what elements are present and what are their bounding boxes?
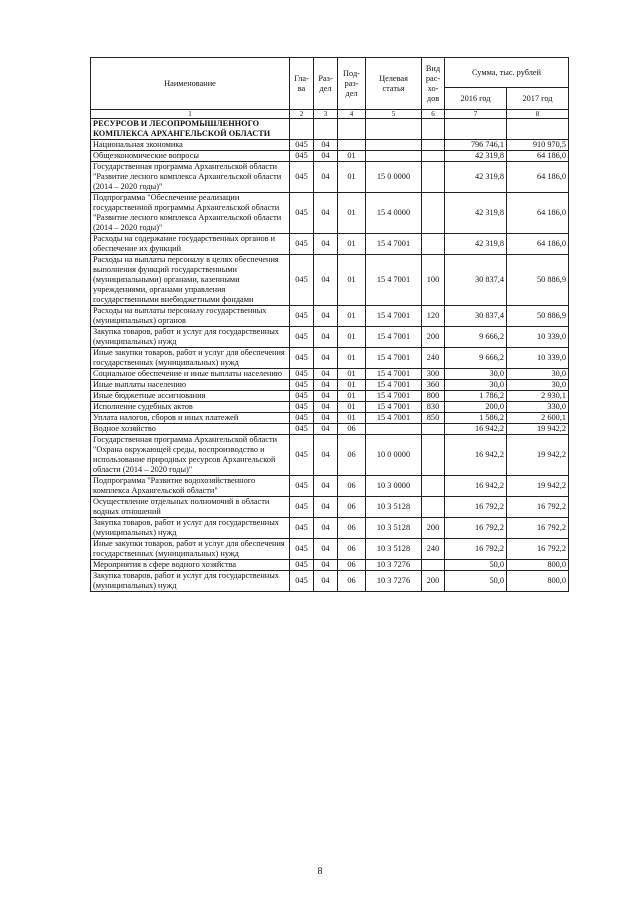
cell-2016: 42 319,8 [445, 193, 507, 234]
cell-target: 15 4 7001 [366, 391, 422, 402]
table-row [91, 234, 569, 255]
cell-vid: 830 [422, 402, 445, 413]
cell-2016: 42 319,8 [445, 162, 507, 193]
cell-glava: 045 [290, 380, 314, 391]
cell-razdel: 04 [314, 348, 338, 369]
cell-vid: 240 [422, 539, 445, 560]
cell-glava: 045 [290, 348, 314, 369]
cell-glava: 045 [290, 402, 314, 413]
table-row [91, 476, 569, 497]
header-2016: 2016 год [445, 88, 507, 110]
cell-2017 [507, 119, 569, 140]
cell-glava: 045 [290, 234, 314, 255]
cell-target: 15 0 0000 [366, 162, 422, 193]
cell-glava: 045 [290, 424, 314, 435]
header-razdel: Раз- дел [314, 58, 338, 110]
cell-podrazdel: 01 [338, 413, 366, 424]
cell-razdel: 04 [314, 518, 338, 539]
cell-2016: 200,0 [445, 402, 507, 413]
cell-2016: 9 666,2 [445, 327, 507, 348]
cell-podrazdel: 06 [338, 435, 366, 476]
cell-razdel: 04 [314, 380, 338, 391]
cell-2017: 19 942,2 [507, 424, 569, 435]
cell-vid: 850 [422, 413, 445, 424]
cell-2017: 19 942,2 [507, 476, 569, 497]
cell-podrazdel [338, 119, 366, 140]
cell-podrazdel: 01 [338, 193, 366, 234]
cell-podrazdel: 01 [338, 306, 366, 327]
cell-razdel: 04 [314, 234, 338, 255]
cell-vid: 300 [422, 369, 445, 380]
cell-glava: 045 [290, 306, 314, 327]
table-row [91, 140, 569, 151]
cell-name: Иные выплаты населению [91, 380, 290, 391]
cell-podrazdel: 01 [338, 255, 366, 306]
cell-target: 15 4 7001 [366, 255, 422, 306]
column-index: 2 [290, 110, 314, 119]
cell-razdel: 04 [314, 162, 338, 193]
cell-name: Закупка товаров, работ и услуг для государственных (муниципальных) нужд [91, 327, 290, 348]
table-row [91, 424, 569, 435]
cell-glava: 045 [290, 539, 314, 560]
cell-name: РЕСУРСОВ И ЛЕСОПРОМЫШЛЕННОГО КОМПЛЕКСА АРХАНГЕЛЬСКОЙ ОБЛАСТИ [91, 119, 290, 140]
cell-glava: 045 [290, 497, 314, 518]
cell-2016: 1 586,2 [445, 413, 507, 424]
cell-glava: 045 [290, 571, 314, 592]
cell-2016: 30,0 [445, 380, 507, 391]
cell-2016 [445, 119, 507, 140]
cell-razdel: 04 [314, 424, 338, 435]
cell-name: Иные бюджетные ассигнования [91, 391, 290, 402]
table-row [91, 391, 569, 402]
cell-glava: 045 [290, 162, 314, 193]
cell-name: Государственная программа Архангельской области "Развитие лесного комплекса Архангельской области (2014 – 2020 годы)" [91, 162, 290, 193]
column-index: 4 [338, 110, 366, 119]
cell-name: Расходы на выплаты персоналу в целях обеспечения выполнения функций государственными (муниципальными) органами, казенными учреждениями, органами управления государственными внебюджетными фондами [91, 255, 290, 306]
cell-podrazdel: 06 [338, 497, 366, 518]
cell-name: Иные закупки товаров, работ и услуг для обеспечения государственных (муниципальных) нужд [91, 348, 290, 369]
cell-razdel: 04 [314, 391, 338, 402]
cell-glava: 045 [290, 518, 314, 539]
table-row [91, 193, 569, 234]
cell-name: Уплата налогов, сборов и иных платежей [91, 413, 290, 424]
cell-2016: 16 942,2 [445, 424, 507, 435]
header-2017: 2017 год [507, 88, 569, 110]
cell-podrazdel: 01 [338, 402, 366, 413]
column-index: 5 [366, 110, 422, 119]
cell-razdel: 04 [314, 193, 338, 234]
cell-2017: 800,0 [507, 560, 569, 571]
cell-razdel: 04 [314, 255, 338, 306]
cell-target: 15 4 7001 [366, 380, 422, 391]
cell-2017: 910 970,5 [507, 140, 569, 151]
column-index: 3 [314, 110, 338, 119]
cell-2016: 1 786,2 [445, 391, 507, 402]
cell-target: 15 4 7001 [366, 306, 422, 327]
cell-podrazdel: 01 [338, 391, 366, 402]
cell-razdel: 04 [314, 539, 338, 560]
column-index: 8 [507, 110, 569, 119]
cell-2017: 10 339,0 [507, 327, 569, 348]
cell-name: Подпрограмма "Развитие водохозяйственного комплекса Архангельской области" [91, 476, 290, 497]
cell-vid [422, 162, 445, 193]
cell-2016: 16 792,2 [445, 497, 507, 518]
cell-2016: 796 746,1 [445, 140, 507, 151]
cell-target: 10 0 0000 [366, 435, 422, 476]
table-row [91, 369, 569, 380]
cell-target: 15 4 7001 [366, 413, 422, 424]
cell-target [366, 119, 422, 140]
cell-name: Исполнение судебных актов [91, 402, 290, 413]
cell-razdel: 04 [314, 369, 338, 380]
cell-name: Водное хозяйство [91, 424, 290, 435]
table-row [91, 402, 569, 413]
cell-name: Закупка товаров, работ и услуг для государственных (муниципальных) нужд [91, 518, 290, 539]
cell-vid [422, 476, 445, 497]
cell-2016: 30 837,4 [445, 255, 507, 306]
cell-podrazdel: 01 [338, 327, 366, 348]
table-row [91, 348, 569, 369]
table-header [91, 58, 569, 119]
table-row [91, 539, 569, 560]
cell-2016: 16 792,2 [445, 539, 507, 560]
cell-2016: 9 666,2 [445, 348, 507, 369]
cell-glava: 045 [290, 560, 314, 571]
cell-vid: 240 [422, 348, 445, 369]
cell-vid: 100 [422, 255, 445, 306]
cell-vid: 120 [422, 306, 445, 327]
cell-glava: 045 [290, 140, 314, 151]
cell-target: 10 3 5128 [366, 539, 422, 560]
table-row [91, 413, 569, 424]
table-row [91, 380, 569, 391]
cell-2016: 30,0 [445, 369, 507, 380]
table-row [91, 162, 569, 193]
header-name: Наименование [91, 58, 290, 110]
cell-name: Общеэкономические вопросы [91, 151, 290, 162]
cell-name: Подпрограмма "Обеспечение реализации государственной программы Архангельской области "Развитие лесного комплекса Архангельской области (2014 – 2020 годы)" [91, 193, 290, 234]
page-number: 8 [317, 866, 323, 877]
cell-target: 10 3 5128 [366, 497, 422, 518]
cell-target: 10 3 7276 [366, 571, 422, 592]
cell-2017: 19 942,2 [507, 435, 569, 476]
cell-glava: 045 [290, 193, 314, 234]
cell-podrazdel [338, 140, 366, 151]
cell-razdel: 04 [314, 560, 338, 571]
cell-vid [422, 424, 445, 435]
cell-2017: 30,0 [507, 380, 569, 391]
cell-2017: 16 792,2 [507, 497, 569, 518]
table-row [91, 560, 569, 571]
cell-2016: 50,0 [445, 560, 507, 571]
cell-vid [422, 119, 445, 140]
cell-razdel: 04 [314, 497, 338, 518]
cell-podrazdel: 06 [338, 518, 366, 539]
cell-target: 15 4 0000 [366, 193, 422, 234]
cell-razdel: 04 [314, 327, 338, 348]
cell-target [366, 151, 422, 162]
table-row [91, 327, 569, 348]
cell-name: Национальная экономика [91, 140, 290, 151]
cell-target [366, 424, 422, 435]
header-vid: Вид рас- хо- дов [422, 58, 445, 110]
column-index: 6 [422, 110, 445, 119]
cell-podrazdel: 01 [338, 151, 366, 162]
cell-2017: 64 186,0 [507, 151, 569, 162]
table-row [91, 119, 569, 140]
cell-glava: 045 [290, 151, 314, 162]
cell-name: Социальное обеспечение и иные выплаты населению [91, 369, 290, 380]
cell-glava: 045 [290, 435, 314, 476]
cell-vid: 200 [422, 571, 445, 592]
cell-podrazdel: 01 [338, 369, 366, 380]
cell-2017: 64 186,0 [507, 162, 569, 193]
column-index: 7 [445, 110, 507, 119]
cell-name: Мероприятия в сфере водного хозяйства [91, 560, 290, 571]
cell-razdel: 04 [314, 306, 338, 327]
cell-2017: 2 930,1 [507, 391, 569, 402]
cell-2017: 50 886,9 [507, 255, 569, 306]
cell-glava: 045 [290, 476, 314, 497]
cell-podrazdel: 01 [338, 348, 366, 369]
cell-glava [290, 119, 314, 140]
cell-name: Иные закупки товаров, работ и услуг для обеспечения государственных (муниципальных) нужд [91, 539, 290, 560]
cell-vid: 200 [422, 327, 445, 348]
cell-2016: 16 942,2 [445, 435, 507, 476]
cell-2016: 42 319,8 [445, 151, 507, 162]
cell-target: 10 3 7276 [366, 560, 422, 571]
cell-2016: 50,0 [445, 571, 507, 592]
cell-podrazdel: 01 [338, 234, 366, 255]
cell-razdel: 04 [314, 413, 338, 424]
cell-vid: 800 [422, 391, 445, 402]
cell-razdel: 04 [314, 151, 338, 162]
header-podrazdel: Под- раз- дел [338, 58, 366, 110]
header-glava: Гла- ва [290, 58, 314, 110]
cell-vid [422, 140, 445, 151]
table-body [91, 119, 569, 592]
cell-vid [422, 234, 445, 255]
cell-glava: 045 [290, 369, 314, 380]
cell-2017: 50 886,9 [507, 306, 569, 327]
cell-glava: 045 [290, 391, 314, 402]
cell-target: 10 3 5128 [366, 518, 422, 539]
cell-podrazdel: 06 [338, 560, 366, 571]
cell-2017: 330,0 [507, 402, 569, 413]
cell-2017: 16 792,2 [507, 539, 569, 560]
cell-podrazdel: 06 [338, 476, 366, 497]
cell-podrazdel: 06 [338, 571, 366, 592]
cell-2017: 10 339,0 [507, 348, 569, 369]
cell-glava: 045 [290, 255, 314, 306]
table-row [91, 497, 569, 518]
cell-2016: 42 319,8 [445, 234, 507, 255]
column-index-row [91, 110, 569, 119]
table-row [91, 306, 569, 327]
cell-2017: 64 186,0 [507, 234, 569, 255]
cell-podrazdel: 01 [338, 162, 366, 193]
cell-razdel: 04 [314, 402, 338, 413]
cell-target: 15 4 7001 [366, 327, 422, 348]
cell-vid [422, 497, 445, 518]
cell-glava: 045 [290, 413, 314, 424]
cell-podrazdel: 01 [338, 380, 366, 391]
cell-glava: 045 [290, 327, 314, 348]
cell-2017: 2 600,1 [507, 413, 569, 424]
cell-podrazdel: 06 [338, 424, 366, 435]
cell-vid [422, 151, 445, 162]
cell-name: Осуществление отдельных полномочий в области водных отношений [91, 497, 290, 518]
table-row [91, 571, 569, 592]
column-index: 1 [91, 110, 290, 119]
table-row [91, 518, 569, 539]
cell-name: Закупка товаров, работ и услуг для государственных (муниципальных) нужд [91, 571, 290, 592]
cell-razdel: 04 [314, 140, 338, 151]
cell-razdel [314, 119, 338, 140]
cell-target: 15 4 7001 [366, 348, 422, 369]
cell-vid [422, 435, 445, 476]
cell-razdel: 04 [314, 571, 338, 592]
cell-name: Расходы на выплаты персоналу государственных (муниципальных) органов [91, 306, 290, 327]
cell-name: Расходы на содержание государственных органов и обеспечение их функций [91, 234, 290, 255]
cell-target: 15 4 7001 [366, 369, 422, 380]
table-row [91, 255, 569, 306]
table-row [91, 151, 569, 162]
cell-vid [422, 193, 445, 234]
cell-2017: 64 186,0 [507, 193, 569, 234]
cell-vid [422, 560, 445, 571]
cell-target: 10 3 0000 [366, 476, 422, 497]
cell-vid: 360 [422, 380, 445, 391]
cell-2016: 30 837,4 [445, 306, 507, 327]
cell-2017: 800,0 [507, 571, 569, 592]
cell-2017: 16 792,2 [507, 518, 569, 539]
cell-podrazdel: 06 [338, 539, 366, 560]
cell-target [366, 140, 422, 151]
cell-2017: 30,0 [507, 369, 569, 380]
cell-target: 15 4 7001 [366, 234, 422, 255]
cell-razdel: 04 [314, 476, 338, 497]
header-sum: Сумма, тыс. рублей [445, 58, 569, 88]
table-row [91, 435, 569, 476]
cell-razdel: 04 [314, 435, 338, 476]
budget-table [90, 57, 569, 592]
cell-vid: 200 [422, 518, 445, 539]
cell-name: Государственная программа Архангельской области "Охрана окружающей среды, воспроизводство и использование природных ресурсов Архангельской области (2014 – 2020 годы)" [91, 435, 290, 476]
cell-target: 15 4 7001 [366, 402, 422, 413]
cell-2016: 16 942,2 [445, 476, 507, 497]
header-target: Целевая статья [366, 58, 422, 110]
cell-2016: 16 792,2 [445, 518, 507, 539]
